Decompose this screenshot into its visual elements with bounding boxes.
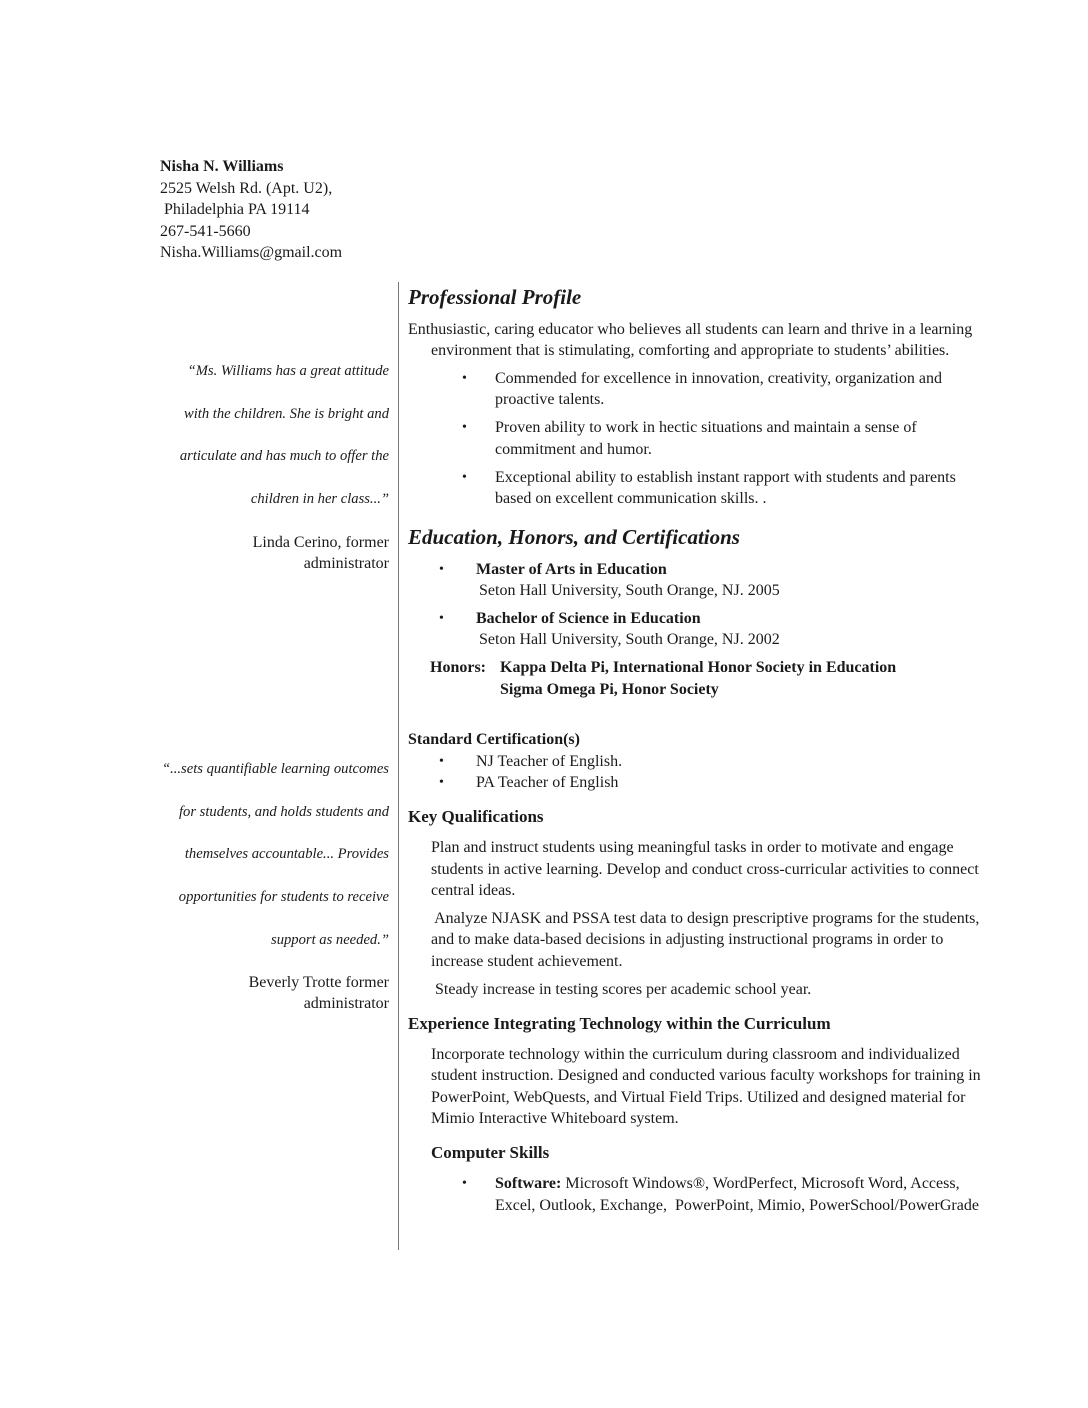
bullet-icon: • — [439, 754, 444, 769]
technology-heading: Experience Integrating Technology within the Curriculum — [408, 1014, 831, 1033]
certification-item: PA Teacher of English — [476, 774, 619, 791]
technology-line: Incorporate technology within the curriculum during classroom and individualized — [431, 1046, 960, 1063]
qualifications-heading: Key Qualifications — [408, 807, 544, 826]
profile-bullet-3-line-1: Exceptional ability to establish instant rapport with students and parents — [495, 469, 956, 486]
quote-line: children in her class...” — [250, 491, 389, 508]
address-line-1: 2525 Welsh Rd. (Apt. U2), — [160, 179, 333, 197]
qualifications-p2-line-3: increase student achievement. — [431, 953, 623, 970]
phone-number: 267-541-5660 — [160, 222, 251, 240]
software-line-1 — [495, 1173, 960, 1195]
honors-label: Honors: — [430, 659, 486, 676]
profile-heading: Professional Profile — [408, 285, 582, 309]
computer-skills-heading: Computer Skills — [431, 1143, 550, 1162]
testimonial-quote-2 — [162, 748, 389, 962]
degree-school: Seton Hall University, South Orange, NJ. 2005 — [479, 582, 780, 599]
attribution-line: Linda Cerino, former — [252, 534, 389, 551]
quote-line: “Ms. Williams has a great attitude — [187, 363, 389, 379]
bullet-icon: • — [439, 562, 444, 577]
testimonial-attribution-2 — [249, 972, 389, 1014]
education-heading: Education, Honors, and Certifications — [408, 525, 740, 549]
address-line-2: Philadelphia PA 19114 — [164, 201, 310, 218]
attribution-line: Beverly Trotte former — [248, 974, 389, 991]
certification-item: NJ Teacher of English. — [476, 753, 623, 770]
contact-block — [160, 156, 342, 264]
degree-title: Bachelor of Science in Education — [476, 610, 701, 627]
certification-heading: Standard Certification(s) — [408, 731, 580, 748]
bullet-icon: • — [462, 420, 467, 435]
profile-bullet-2-line-1: Proven ability to work in hectic situations and maintain a sense of — [495, 419, 917, 436]
testimonial-quote-1 — [180, 350, 389, 521]
software-line-2: Excel, Outlook, Exchange, PowerPoint, Mimio, PowerSchool/PowerGrade — [495, 1197, 979, 1214]
qualifications-p1-line-3: central ideas. — [431, 882, 516, 899]
profile-summary-line-1: Enthusiastic, caring educator who believes all students can learn and thrive in a learning — [408, 321, 973, 338]
software-list: Microsoft Windows®, WordPerfect, Microsoft Word, Access, — [561, 1175, 960, 1192]
qualifications-p3: Steady increase in testing scores per academic school year. — [431, 981, 812, 998]
technology-line: Mimio Interactive Whiteboard system. — [431, 1110, 679, 1127]
quote-line: with the children. She is bright and — [184, 405, 389, 422]
email-address: Nisha.Williams@gmail.com — [160, 244, 343, 261]
degree-title: Master of Arts in Education — [476, 561, 667, 578]
quote-line: opportunities for students to receive — [178, 889, 389, 906]
column-divider — [398, 282, 399, 1250]
quote-line: themselves accountable... Provides — [184, 846, 389, 863]
qualifications-p1-line-1: Plan and instruct students using meaningful tasks in order to motivate and engage — [431, 839, 954, 856]
qualifications-p1-line-2: students in active learning. Develop and conduct cross-curricular activities to connect — [431, 861, 979, 878]
honor-item: Sigma Omega Pi, Honor Society — [500, 681, 719, 698]
attribution-line: administrator — [303, 995, 389, 1012]
bullet-icon: • — [462, 470, 467, 485]
quote-line: support as needed.” — [271, 931, 389, 948]
honor-item: Kappa Delta Pi, International Honor Society in Education — [500, 659, 897, 676]
attribution-line: administrator — [303, 555, 389, 572]
testimonial-attribution-1 — [253, 532, 389, 574]
technology-line: student instruction. Designed and conducted various faculty workshops for training in — [431, 1067, 981, 1084]
profile-bullet-2-line-2: commitment and humor. — [495, 441, 652, 458]
bullet-icon: • — [439, 775, 444, 790]
bullet-icon: • — [439, 611, 444, 626]
quote-line: articulate and has much to offer the — [179, 448, 389, 465]
quote-line: for students, and holds students and — [179, 803, 389, 820]
profile-bullet-1-line-2: proactive talents. — [495, 391, 605, 408]
profile-summary-line-2: environment that is stimulating, comforting and appropriate to students’ abilities. — [431, 342, 950, 359]
technology-line: PowerPoint, WebQuests, and Virtual Field Trips. Utilized and designed material for — [431, 1089, 966, 1106]
degree-school: Seton Hall University, South Orange, NJ. 2002 — [479, 631, 780, 648]
qualifications-p2-line-2: and to make data-based decisions in adjusting instructional programs in order to — [431, 931, 944, 948]
quote-line: “...sets quantifiable learning outcomes — [161, 761, 389, 777]
qualifications-p2-line-1: Analyze NJASK and PSSA test data to design prescriptive programs for the students, — [431, 910, 980, 927]
applicant-name: Nisha N. Williams — [160, 158, 284, 175]
bullet-icon: • — [462, 371, 467, 386]
profile-bullet-3-line-2: based on excellent communication skills. . — [495, 490, 767, 507]
profile-bullet-1-line-1: Commended for excellence in innovation, creativity, organization and — [495, 370, 942, 387]
software-label: Software: — [495, 1175, 562, 1192]
bullet-icon: • — [462, 1176, 467, 1191]
